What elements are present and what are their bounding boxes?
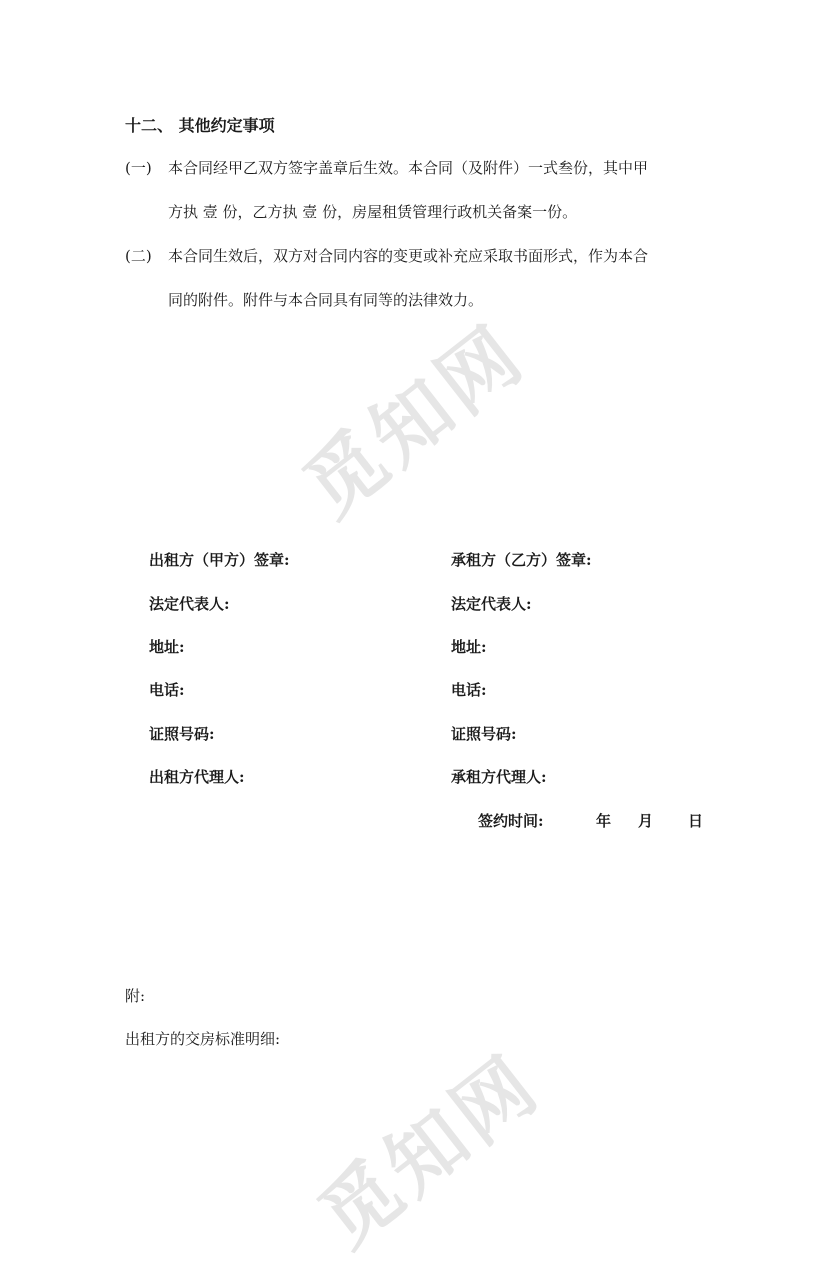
clause-1-line-2: 方执 壹 份，乙方执 壹 份，房屋租赁管理行政机关备案一份。: [168, 203, 578, 221]
lessee-agent-label: 承租方代理人:: [451, 768, 547, 786]
lessor-legal-rep-label: 法定代表人:: [149, 595, 230, 613]
lessee-legal-rep-label: 法定代表人:: [451, 595, 532, 613]
clause-1-line-1: 本合同经甲乙双方签字盖章后生效。本合同（及附件）一式叁份，其中甲: [168, 159, 649, 177]
lessee-seal-label: 承租方（乙方）签章:: [451, 551, 592, 569]
appendix-title: 出租方的交房标准明细:: [125, 1030, 281, 1048]
clause-2-number: (二): [125, 247, 152, 265]
signing-date-label: 签约时间:: [478, 812, 544, 830]
lessor-seal-label: 出租方（甲方）签章:: [149, 551, 290, 569]
lessor-agent-label: 出租方代理人:: [149, 768, 245, 786]
watermark: 觅知网: [303, 1038, 558, 1265]
lessor-phone-label: 电话:: [149, 681, 185, 699]
lessor-license-label: 证照号码:: [149, 725, 215, 743]
lessor-address-label: 地址:: [149, 638, 185, 656]
clause-2-line-2: 同的附件。附件与本合同具有同等的法律效力。: [168, 291, 484, 309]
signing-date-year: 年: [596, 812, 612, 830]
lessee-phone-label: 电话:: [451, 681, 487, 699]
lessee-license-label: 证照号码:: [451, 725, 517, 743]
signing-date-day: 日: [688, 812, 704, 830]
section-title: 十二、 其他约定事项: [125, 116, 275, 135]
clause-1-number: (一): [125, 159, 152, 177]
watermark: 觅知网: [288, 308, 543, 535]
clause-2-line-1: 本合同生效后，双方对合同内容的变更或补充应采取书面形式，作为本合: [168, 247, 649, 265]
appendix-label: 附:: [125, 987, 146, 1005]
lessee-address-label: 地址:: [451, 638, 487, 656]
signing-date-month: 月: [638, 812, 654, 830]
